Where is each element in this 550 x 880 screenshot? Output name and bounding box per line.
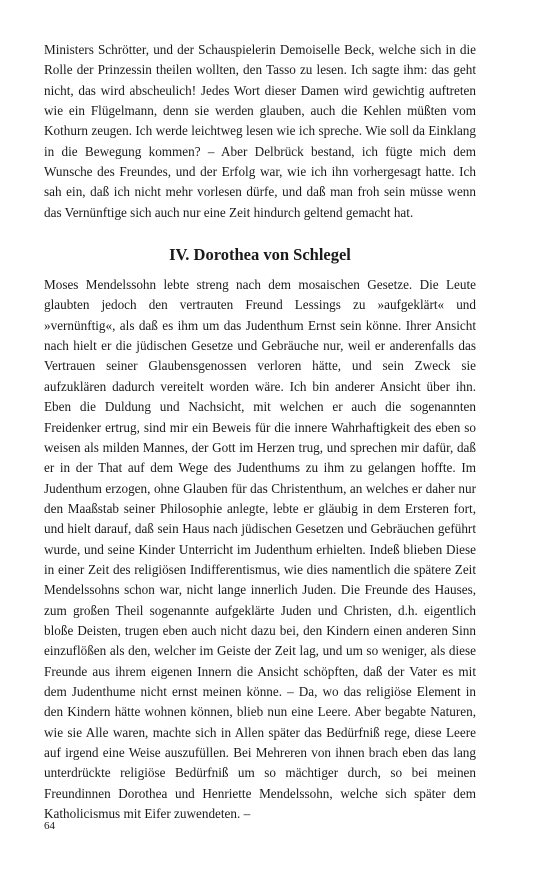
document-page (44, 40, 476, 824)
body-paragraph: Ministers Schrötter, und der Schauspielerin Demoiselle Beck, welche sich in die Rolle der Prinzessin theilen wollten, den Tasso zu lesen. Ich sagte ihm: das geht nicht, das wird abscheulich! Jedes Wort dieser Damen wird gewichtig auftreten wie ein Flügelmann, denn sie werden glauben, auch die Kehlen müßten vom Kothurn zeugen. Ich werde leichtweg lesen wie ich spreche. Wie soll da Einklang in die Bewegung kommen? – Aber Delbrück bestand, ich fügte mich dem Wunsche des Freundes, und der Erfolg war, wie ich ihn vorhergesagt hatte. Ich sah ein, daß ich nicht mehr vorlesen dürfe, und daß man froh sein müsse wenn das Vernünftige sich auch nur eine Zeit hindurch geltend gemacht hat. (44, 42, 476, 220)
body-paragraph: Moses Mendelssohn lebte streng nach dem mosaischen Gesetze. Die Leute glaubten jedoch den vertrauten Freund Lessings zu »aufgeklärt« und »vernünftig«, als daß es ihm um das Judenthum Ernst sein könne. Ihrer Ansicht nach hielt er die jüdischen Gesetze und Gebräuche nur, weil er anderenfalls das Vertrauen seiner Glaubensgenossen verloren hätte, und sein Zweck sie aufzuklären dadurch vereitelt worden wäre. Ich bin anderer Ansicht über ihn. Eben die Duldung und Nachsicht, mit welchen er auch die sogenannten Freidenker ertrug, sind mir ein Beweis für die innere Wahrhaftigkeit des eben so weisen als milden Mannes, der Gott im Herzen trug, und sprechen mir dafür, daß er in der That auf dem Wege des Judenthums zu ihm zu gelangen hoffte. Im Judenthum erzogen, ohne Glauben für das Christenthum, an welches er daher nur den Maaßstab seiner Philosophie anlegte, lebte er gläubig in dem Ersteren fort, und hielt darauf, daß sein Haus nach jüdischen Gesetzen und Gebräuchen geführt wurde, und seine Kinder Unterricht im Judenthum erhielten. Indeß blieben Diese in einer Zeit des religiösen Indifferentismus, wie dies namentlich die spätere Zeit Mendelssohns schon war, nicht lange innerlich Juden. Die Freunde des Hauses, zum großen Theil sogenannte aufgeklärte Juden und Christen, d.h. eigentlich bloße Deisten, trugen eben auch nicht dazu bei, den Kindern einen anderen Sinn einzuflößen als den, welcher im Geiste der Zeit lag, und um so weniger, als diese Freunde aus ihrem eigenen Innern die Ansicht schöpften, daß der Vater es mit dem Judenthume nicht ernst meinen könne. – Da, wo das religiöse Element in den Kindern hätte wohnen können, blieb nun eine Leere. Aber begabte Naturen, wie sie Alle waren, machte sich in Allen später das Bedürfniß rege, diese Leere auf irgend eine Weise auszufüllen. Bei Mehreren von ihnen brach eben das lang unterdrückte religiöse Bedürfniß um so mächtiger durch, so bei meinen Freundinnen Dorothea und Henriette Mendelssohn, welche sich später dem Katholicismus mit Eifer zuwendeten. – (44, 277, 476, 822)
page-number: 64 (44, 820, 55, 832)
section-heading: IV. Dorothea von Schlegel (169, 245, 351, 265)
